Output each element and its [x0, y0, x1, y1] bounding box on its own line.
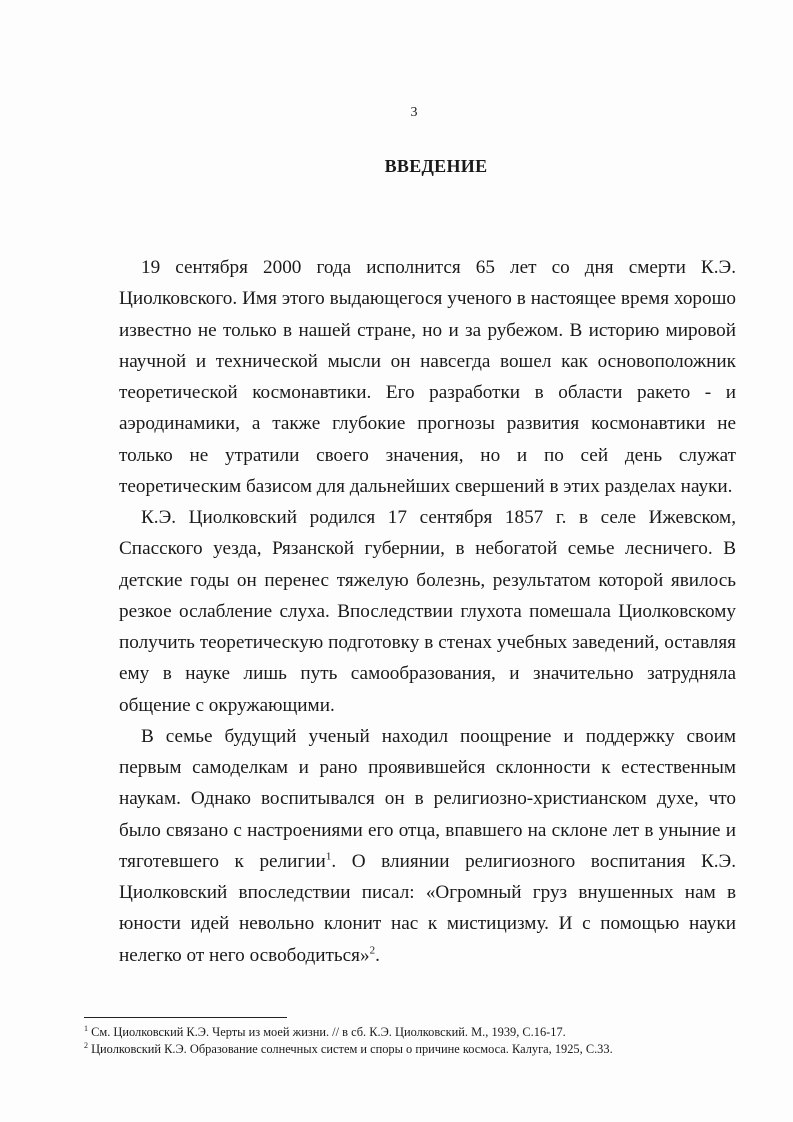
page-number: 3	[410, 105, 418, 120]
footnote-ref-2: 2	[369, 944, 376, 957]
footnotes	[84, 1024, 734, 1058]
paragraph-3-part-a: В семье будущий ученый находил поощрение и поддержку своим первым самоделкам и рано проявившейся склонности к естественным наукам. Однако воспитывался он в религиозно-христианском духе, что было связано с настроениями его отца, впавшего на склоне лет в уныние и тяготевшего к религии	[119, 725, 736, 872]
footnote-2	[84, 1041, 734, 1058]
paragraph-3	[119, 721, 736, 971]
section-title: ВВЕДЕНИЕ	[384, 156, 488, 176]
footnote-divider	[84, 1017, 287, 1018]
footnote-1	[84, 1024, 734, 1041]
paragraph-1: 19 сентября 2000 года исполнится 65 лет со дня смерти К.Э. Циолковского. Имя этого выдающегося ученого в настоящее время хорошо известно не только в нашей стране, но и за рубежом. В историю мировой научной и технической мысли он навсегда вошел как основоположник теоретической космонавтики. Его разработки в области ракето - и аэродинамики, а также глубокие прогнозы развития космонавтики не только не утратили своего значения, но и по сей день служат теоретическим базисом для дальнейших свершений в этих разделах науки.	[119, 257, 736, 497]
footnote-2-text: Циолковский К.Э. Образование солнечных систем и споры о причине космоса. Калуга, 1925, С.33.	[88, 1042, 613, 1056]
footnote-1-mark: 1	[84, 1023, 88, 1033]
paragraph-3-part-c: .	[375, 944, 380, 966]
footnote-ref-1: 1	[325, 850, 332, 863]
paragraph-3-part-b: . О влиянии религиозного воспитания К.Э. Циолковский впоследствии писал: «Огромный груз внушенных нам в юности идей невольно клонит нас к мистицизму. И с помощью науки нелегко от него освободиться»	[119, 850, 736, 966]
body-text	[119, 252, 736, 971]
footnote-1-text: См. Циолковский К.Э. Черты из моей жизни. // в сб. К.Э. Циолковский. М., 1939, С.16-17.	[88, 1025, 566, 1039]
paragraph-2: К.Э. Циолковский родился 17 сентября 1857 г. в селе Ижевском, Спасского уезда, Рязанской губернии, в небогатой семье лесничего. В детские годы он перенес тяжелую болезнь, результатом которой явилось резкое ослабление слуха. Впоследствии глухота помешала Циолковскому получить теоретическую подготовку в стенах учебных заведений, оставляя ему в науке лишь путь самообразования, и значительно затрудняла общение с окружающими.	[119, 507, 736, 716]
footnote-2-mark: 2	[84, 1040, 88, 1050]
